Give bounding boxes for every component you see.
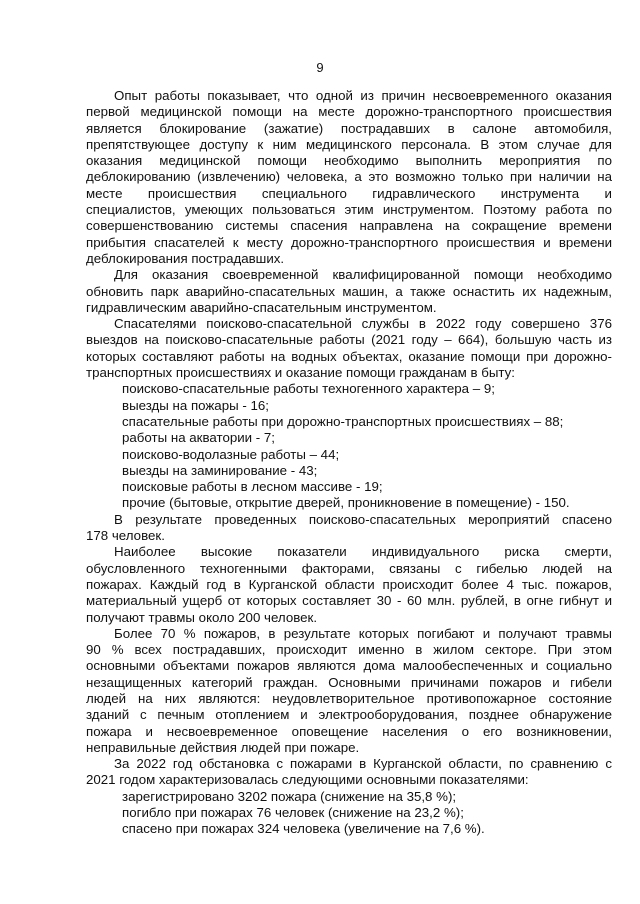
text-line: Наиболее высокие показатели индивидуального риска смерти,: [114, 544, 612, 560]
page-number: 9: [316, 60, 324, 75]
text-line: Более 70 % пожаров, в результате которых погибают и получают травмы: [114, 625, 612, 641]
text-line: Спасателями поисково-спасательной службы в 2022 году совершено 376: [114, 316, 612, 332]
text-line: первой медицинской помощи на месте дорожно-транспортного происшествия: [86, 104, 612, 120]
text-line: неправильные действия людей при пожаре.: [86, 739, 360, 755]
text-line: Для оказания своевременной квалифицированной помощи необходимо: [114, 267, 612, 283]
text-line: спасательные работы при дорожно-транспортных происшествиях – 88;: [122, 413, 564, 429]
text-line: зданий с печным отоплением и электрооборудования, позднее обнаружение: [86, 707, 612, 723]
text-line: гидравлическим аварийно-спасательным инструментом.: [86, 299, 437, 315]
text-line: погибло при пожарах 76 человек (снижение на 23,2 %);: [122, 805, 464, 821]
text-line: обновить парк аварийно-спасательных машин, а также оснастить их надежным,: [86, 283, 612, 299]
text-line: которых составляют работы на водных объектах, оказание помощи при дорожно-: [86, 348, 612, 364]
text-line: основными объектами пожаров являются дома малообеспеченных и социально: [86, 658, 612, 674]
text-line: Опыт работы показывает, что одной из причин несвоевременного оказания: [114, 88, 612, 103]
text-line: поисково-спасательные работы техногенного характера – 9;: [122, 381, 495, 397]
text-line: прочие (бытовые, открытие дверей, проникновение в помещение) - 150.: [122, 495, 570, 511]
text-line: материальный ущерб от которых составляет 30 - 60 млн. рублей, в огне гибнут и: [86, 593, 612, 609]
text-line: получают травмы около 200 человек.: [86, 609, 318, 625]
text-line: специалистов, умеющих пользоваться этим инструментом. Поэтому работа по: [86, 202, 612, 218]
text-line: незащищенных категорий граждан. Основными причинами пожаров и гибели: [86, 674, 612, 690]
text-line: деблокирования пострадавших.: [86, 250, 285, 266]
text-line: оказания медицинской помощи необходимо выполнить мероприятия по: [86, 153, 612, 169]
text-line: В результате проведенных поисково-спасательных мероприятий спасено: [114, 511, 612, 527]
text-line: пожара и несвоевременное оповещение населения о его возникновении,: [86, 723, 612, 739]
text-line: месте происшествия специального гидравлического инструмента и: [86, 185, 612, 201]
text-line: выездов на поисково-спасательные работы (2021 году – 664), большую часть из: [86, 332, 612, 348]
text-line: прибытия спасателей к месту дорожно-транспортного происшествия и времени: [86, 234, 612, 250]
text-line: людей на них являются: неудовлетворительное противопожарное состояние: [86, 690, 612, 706]
text-line: 2021 годом характеризовалась следующими основными показателями:: [86, 772, 529, 788]
text-line: обусловленного техногенными факторами, связаны с гибелью людей на: [86, 560, 612, 576]
text-line: совершенствованию системы спасения направлена на сокращение времени: [86, 218, 612, 234]
text-line: поисковые работы в лесном массиве - 19;: [122, 479, 383, 495]
text-line: работы на акватории - 7;: [122, 430, 276, 446]
text-line: выезды на заминирование - 43;: [122, 462, 318, 478]
text-line: 90 % всех пострадавших, происходит именно в жилом секторе. При этом: [86, 642, 612, 658]
text-line: За 2022 год обстановка с пожарами в Курганской области, по сравнению с: [114, 756, 612, 772]
text-line: спасено при пожарах 324 человека (увеличение на 7,6 %).: [122, 821, 485, 837]
text-line: 178 человек.: [86, 528, 165, 544]
text-line: является блокирование (зажатие) пострадавших в салоне автомобиля,: [86, 120, 612, 136]
text-line: транспортных происшествиях и оказание помощи гражданам в быту:: [86, 365, 515, 381]
text-line: препятствующее доступу к ним медицинского персонала. В этом случае для: [86, 136, 612, 152]
text-line: поисково-водолазные работы – 44;: [122, 446, 340, 462]
text-line: зарегистрировано 3202 пожара (снижение на 35,8 %);: [122, 788, 457, 804]
text-line: выезды на пожары - 16;: [122, 397, 269, 413]
text-line: пожарах. Каждый год в Курганской области происходит более 4 тыс. пожаров,: [86, 576, 612, 592]
text-line: деблокированию (извлечению) человека, а это возможно только при наличии на: [86, 169, 612, 185]
document-body: [86, 88, 612, 838]
